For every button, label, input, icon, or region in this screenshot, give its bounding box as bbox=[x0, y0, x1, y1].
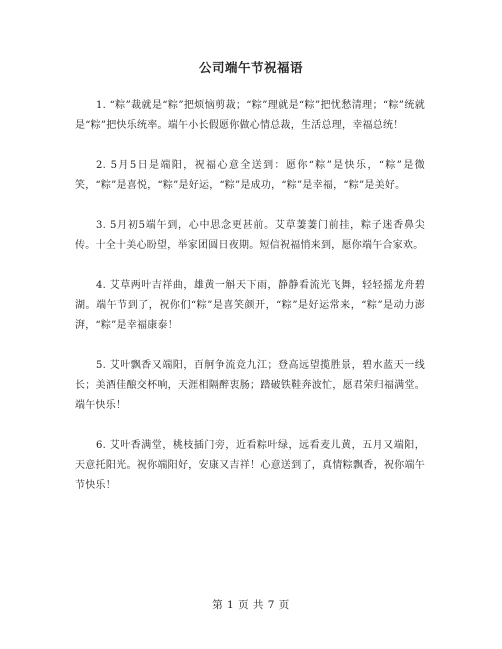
page-number-footer: 第 1 页 共 7 页 bbox=[212, 599, 290, 611]
paragraph-2: 2. 5月5日是端阳，祝福心意全送到：愿你“粽”是快乐，“粽”是微笑，“粽”是喜悦，“粽”是好运，“粽”是成功，“粽”是幸福，“粽”是美好。 bbox=[75, 160, 425, 191]
document-title: 公司端午节祝福语 bbox=[198, 60, 303, 75]
paragraph-5: 5. 艾叶飘香又端阳，百舸争流竞九江；登高远望揽胜景，碧水蓝天一线长；美酒佳酿交杯响，天涯相隔醉衷肠；踏破铁鞋奔波忙，愿君荣归福满堂。端午快乐！ bbox=[75, 360, 425, 411]
paragraph-1: 1. “粽”裁就是“粽”把烦恼剪裁；“粽”理就是“粽”把忧愁清理；“粽”统就是“粽”把快乐统率。端午小长假愿你做心情总裁，生活总理，幸福总统！ bbox=[75, 100, 425, 131]
paragraph-6: 6. 艾叶香满堂，桃枝插门旁，近看粽叶绿，远看麦儿黄，五月又端阳，天意托阳光。祝你端阳好，安康又吉祥！心意送到了，真情粽飘香，祝你端午节快乐！ bbox=[75, 440, 425, 491]
document-body bbox=[75, 96, 425, 516]
paragraph-3: 3. 5月初5端午到，心中思念更甚前。艾草萋萋门前挂，粽子迷香鼻尖传。十全十美心盼望，举家团圆日夜期。短信祝福悄来到，愿你端午合家欢。 bbox=[75, 220, 425, 251]
paragraph-4: 4. 艾草两叶吉祥曲，雄黄一斛天下雨，静静看流光飞舞，轻轻摇龙舟碧湖。端午节到了，祝你们“粽”是喜笑颜开，“粽”是好运常来，“粽”是动力澎湃，“粽”是幸福康泰！ bbox=[75, 280, 425, 331]
